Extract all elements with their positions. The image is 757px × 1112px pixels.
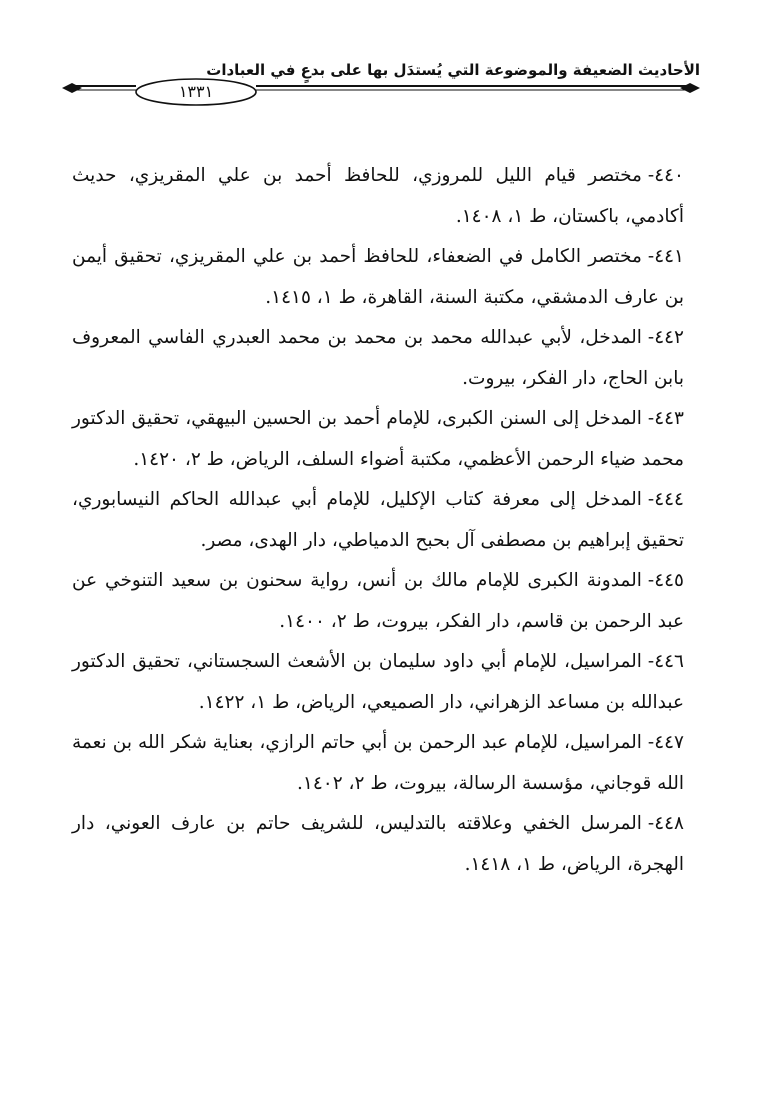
entry-text: المدونة الكبرى للإمام مالك بن أنس، رواية سحنون بن سعيد التنوخي عن عبد الرحمن بن قاسم، دار الفكر، بيروت، ط ٢، ١٤٠٠. xyxy=(72,570,684,632)
entry-number: ٤٤٢- xyxy=(647,327,684,348)
entry-number: ٤٤٥- xyxy=(647,570,684,591)
bibliography-entry xyxy=(72,237,684,318)
entry-number: ٤٤٨- xyxy=(647,813,684,834)
bibliography-entry xyxy=(72,804,684,885)
entry-text: المدخل إلى السنن الكبرى، للإمام أحمد بن الحسين البيهقي، تحقيق الدكتور محمد ضياء الرحمن الأعظمي، مكتبة أضواء السلف، الرياض، ط ٢، ١٤٢٠. xyxy=(72,408,684,470)
running-header xyxy=(62,58,700,118)
entry-text: المراسيل، للإمام عبد الرحمن بن أبي حاتم الرازي، بعناية شكر الله بن نعمة الله قوجاني، مؤسسة الرسالة، بيروت، ط ٢، ١٤٠٢. xyxy=(72,732,684,794)
entry-text: المدخل إلى معرفة كتاب الإكليل، للإمام أبي عبدالله الحاكم النيسابوري، تحقيق إبراهيم بن مصطفى آل بحبح الدمياطي، دار الهدى، مصر. xyxy=(72,489,684,551)
bibliography-entry xyxy=(72,156,684,237)
bibliography-entry xyxy=(72,399,684,480)
page-number: ١٣٣١ xyxy=(178,82,214,101)
bibliography-list xyxy=(72,156,684,885)
header-title: الأحاديث الضعيفة والموضوعة التي يُستدَل بها على بدعٍ في العبادات xyxy=(206,61,700,79)
entry-number: ٤٤٧- xyxy=(647,732,684,753)
bibliography-entry xyxy=(72,561,684,642)
entry-text: مختصر الكامل في الضعفاء، للحافظ أحمد بن علي المقريزي، تحقيق أيمن بن عارف الدمشقي، مكتبة السنة، القاهرة، ط ١، ١٤١٥. xyxy=(72,246,684,308)
entry-text: المرسل الخفي وعلاقته بالتدليس، للشريف حاتم بن عارف العوني، دار الهجرة، الرياض، ط ١، ١٤١٨. xyxy=(72,813,684,875)
entry-text: المدخل، لأبي عبدالله محمد بن محمد بن محمد العبدري الفاسي المعروف بابن الحاج، دار الفكر، بيروت. xyxy=(72,327,684,389)
bibliography-entry xyxy=(72,642,684,723)
bibliography-entry xyxy=(72,318,684,399)
entry-number: ٤٤١- xyxy=(647,246,684,267)
entry-text: مختصر قيام الليل للمروزي، للحافظ أحمد بن علي المقريزي، حديث أكادمي، باكستان، ط ١، ١٤٠٨. xyxy=(72,165,684,227)
entry-number: ٤٤٦- xyxy=(647,651,684,672)
entry-text: المراسيل، للإمام أبي داود سليمان بن الأشعث السجستاني، تحقيق الدكتور عبدالله بن مساعد الزهراني، دار الصميعي، الرياض، ط ١، ١٤٢٢. xyxy=(72,651,684,713)
entry-number: ٤٤٣- xyxy=(647,408,684,429)
entry-number: ٤٤٤- xyxy=(647,489,684,510)
bibliography-entry xyxy=(72,723,684,804)
entry-number: ٤٤٠- xyxy=(647,165,684,186)
bibliography-entry xyxy=(72,480,684,561)
